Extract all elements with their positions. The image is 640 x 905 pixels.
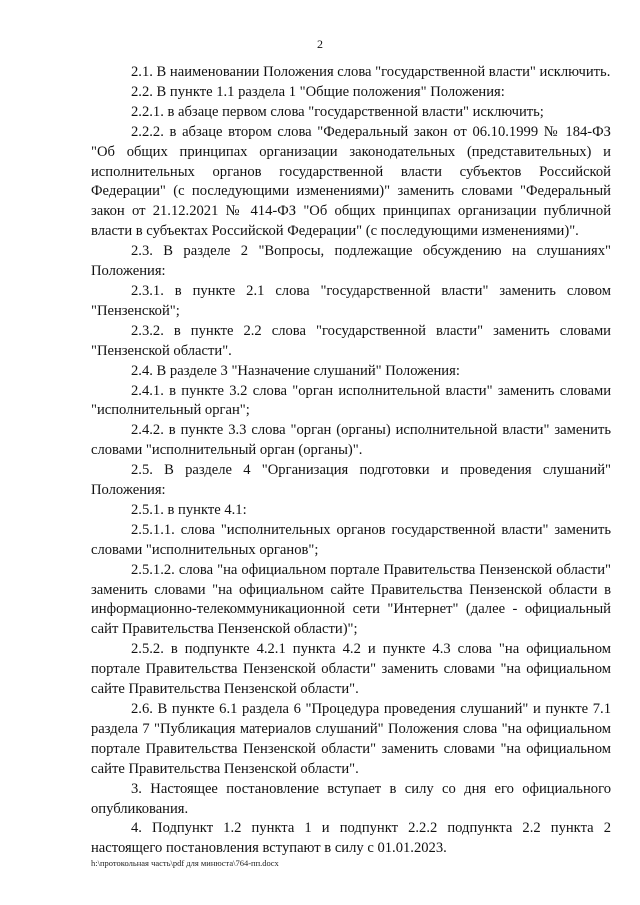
document-body <box>91 63 611 859</box>
paragraph-2-3: 2.3. В разделе 2 "Вопросы, подлежащие обсуждению на слушаниях" Положения: <box>91 243 611 280</box>
page-number: 2 <box>317 37 323 51</box>
footer-file-path: h:\протокольная часть\pdf для минюста\764-пп.docx <box>91 858 279 868</box>
paragraph-2-5: 2.5. В разделе 4 "Организация подготовки и проведения слушаний" Положения: <box>91 462 611 499</box>
paragraph-2-5-1-1: 2.5.1.1. слова "исполнительных органов государственной власти" заменить словами "исполнительных органов"; <box>91 521 611 558</box>
paragraph-2-4-2: 2.4.2. в пункте 3.3 слова "орган (органы) исполнительной власти" заменить словами "исполнительный орган (органы)". <box>91 422 611 459</box>
paragraph-2-5-1-2: 2.5.1.2. слова "на официальном портале Правительства Пензенской области" заменить словами "на официальном сайте Правительства Пензенской области в информационно-телекоммуникационной сети "Интернет" (далее - официальный сайт Правительства Пензенской области)"; <box>91 561 611 638</box>
paragraph-2-6: 2.6. В пункте 6.1 раздела 6 "Процедура проведения слушаний" и пункте 7.1 раздела 7 "Публикация материалов слушаний" Положения слова "на официальном портале Правительства Пензенской области" заменить словами "на официальном сайте Правительства Пензенской области". <box>91 701 611 777</box>
paragraph-2-3-2: 2.3.2. в пункте 2.2 слова "государственной власти" заменить словами "Пензенской области". <box>91 322 611 359</box>
paragraph-2-5-1: 2.5.1. в пункте 4.1: <box>131 501 247 518</box>
paragraph-2-1: 2.1. В наименовании Положения слова "государственной власти" исключить. <box>131 64 611 80</box>
paragraph-2-3-1: 2.3.1. в пункте 2.1 слова "государственной власти" заменить словом "Пензенской"; <box>91 282 611 319</box>
paragraph-2-4-1: 2.4.1. в пункте 3.2 слова "орган исполнительной власти" заменить словами "исполнительный орган"; <box>91 382 611 419</box>
paragraph-2-5-2: 2.5.2. в подпункте 4.2.1 пункта 4.2 и пункте 4.3 слова "на официальном портале Правительства Пензенской области" заменить словами "на официальном сайте Правительства Пензенской области". <box>91 641 611 698</box>
paragraph-2-2: 2.2. В пункте 1.1 раздела 1 "Общие положения" Положения: <box>131 83 505 100</box>
paragraph-4: 4. Подпункт 1.2 пункта 1 и подпункт 2.2.2 подпункта 2.2 пункта 2 настоящего постановления вступают в силу с 01.01.2023. <box>91 820 611 857</box>
paragraph-3: 3. Настоящее постановление вступает в силу со дня его официального опубликования. <box>91 780 611 817</box>
paragraph-2-2-1: 2.2.1. в абзаце первом слова "государственной власти" исключить; <box>131 103 544 120</box>
paragraph-2-2-2: 2.2.2. в абзаце втором слова "Федеральный закон от 06.10.1999 № 184-ФЗ "Об общих принципах организации законодательных (представительных) и исполнительных органов государственной власти субъектов Российской Федерации" (с последующими изменениями)" заменить словами "Федеральный закон от 21.12.2021 № 414-ФЗ "Об общих принципах организации публичной власти в субъектах Российской Федерации" (с последующими изменениями)". <box>91 123 611 240</box>
paragraph-2-4: 2.4. В разделе 3 "Назначение слушаний" Положения: <box>131 362 460 379</box>
